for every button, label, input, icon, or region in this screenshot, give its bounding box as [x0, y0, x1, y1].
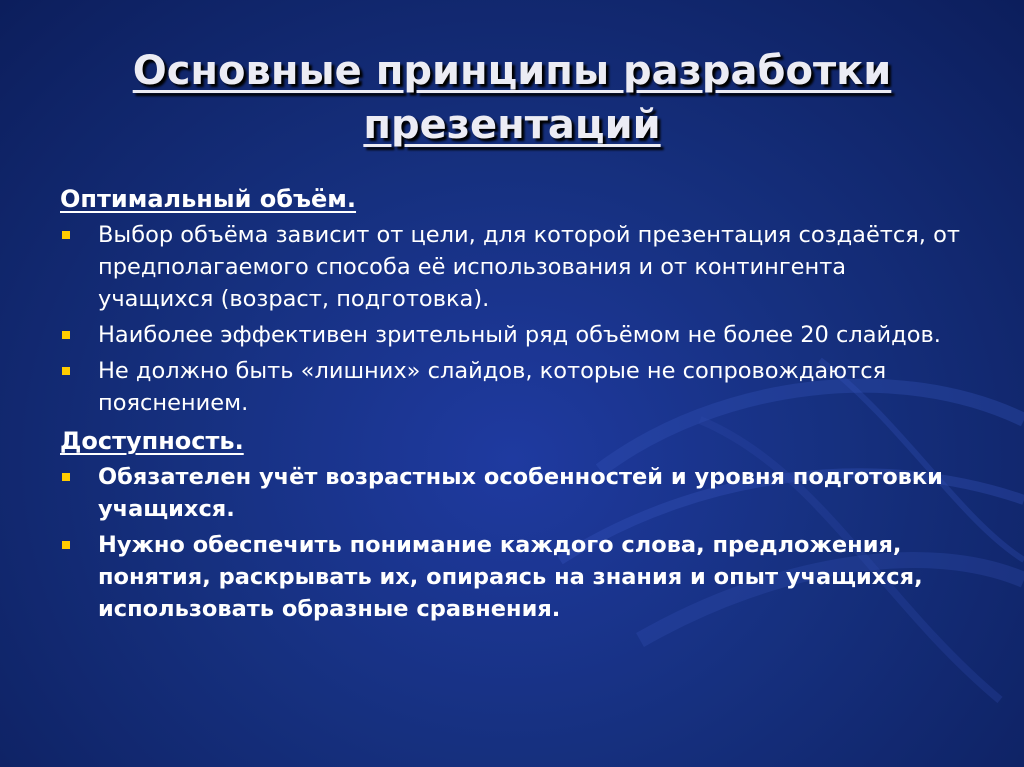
square-bullet-icon: [62, 473, 70, 481]
square-bullet-icon: [62, 367, 70, 375]
list-item-text: Обязателен учёт возрастных особенностей и уровня подготовки учащихся.: [98, 464, 943, 522]
list-item: [60, 319, 960, 351]
section-heading-optimal-volume: Оптимальный объём.: [60, 185, 357, 213]
list-item: [60, 461, 960, 525]
section-heading-accessibility: Доступность.: [60, 427, 244, 455]
list-item-text: Нужно обеспечить понимание каждого слова, предложения, понятия, раскрывать их, опираясь на знания и опыт учащихся, использовать образные сравнения.: [98, 532, 923, 622]
square-bullet-icon: [62, 331, 70, 339]
square-bullet-icon: [62, 231, 70, 239]
list-item-text: Не должно быть «лишних» слайдов, которые не сопровождаются пояснением.: [98, 358, 887, 416]
slide-content: [60, 183, 960, 629]
list-item-text: Выбор объёма зависит от цели, для которой презентация создаётся, от предполагаемого способа её использования и от контингента учащихся (возраст, подготовка).: [98, 222, 960, 312]
list-item: [60, 529, 960, 625]
slide-title: Основные принципы разработки презентаций: [132, 48, 892, 148]
list-item-text: Наиболее эффективен зрительный ряд объёмом не более 20 слайдов.: [98, 322, 941, 348]
square-bullet-icon: [62, 541, 70, 549]
accessibility-list: [60, 461, 960, 625]
list-item: [60, 219, 960, 315]
optimal-volume-list: [60, 219, 960, 419]
list-item: [60, 355, 960, 419]
